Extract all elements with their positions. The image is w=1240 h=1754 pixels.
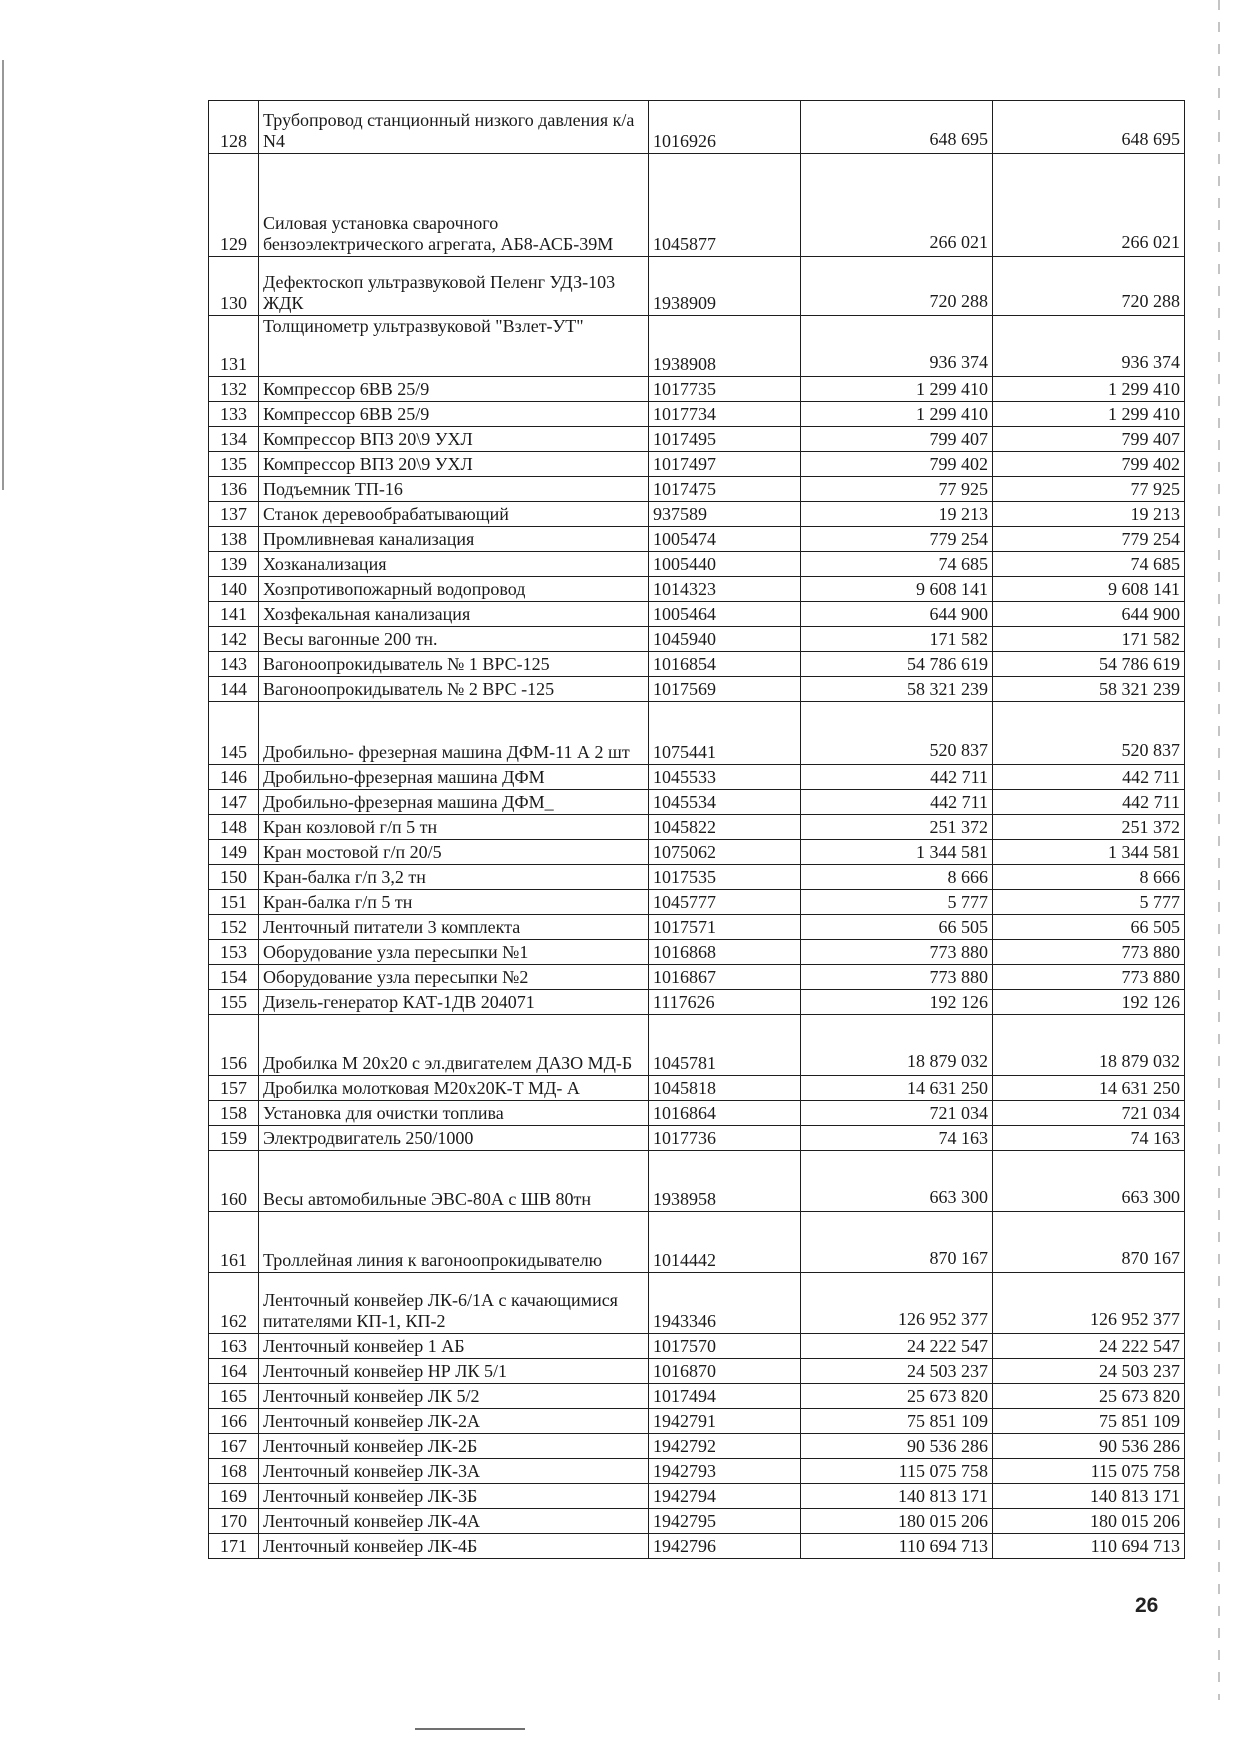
initial-value: 192 126: [801, 990, 993, 1015]
scan-artifact-bottom: [415, 1728, 525, 1730]
asset-name: Ленточный питатели 3 комплекта: [259, 915, 649, 940]
table-row: [209, 1384, 1185, 1409]
inventory-code: 1942795: [649, 1509, 801, 1534]
table-row: [209, 890, 1185, 915]
inventory-code: 1017734: [649, 402, 801, 427]
inventory-code: 1942791: [649, 1409, 801, 1434]
row-number: 141: [209, 602, 259, 627]
residual-value: 520 837: [993, 702, 1185, 765]
initial-value: 54 786 619: [801, 652, 993, 677]
row-number: 140: [209, 577, 259, 602]
residual-value: 9 608 141: [993, 577, 1185, 602]
inventory-code: 1017570: [649, 1334, 801, 1359]
table-row: [209, 1484, 1185, 1509]
residual-value: 442 711: [993, 765, 1185, 790]
residual-value: 25 673 820: [993, 1384, 1185, 1409]
residual-value: 1 299 410: [993, 402, 1185, 427]
row-number: 130: [209, 257, 259, 316]
initial-value: 1 299 410: [801, 377, 993, 402]
table-row: [209, 377, 1185, 402]
initial-value: 721 034: [801, 1101, 993, 1126]
asset-table-body: [209, 101, 1185, 1559]
row-number: 132: [209, 377, 259, 402]
initial-value: 110 694 713: [801, 1534, 993, 1559]
table-row: [209, 1434, 1185, 1459]
inventory-code: 1045533: [649, 765, 801, 790]
table-row: [209, 790, 1185, 815]
page-number: 26: [1135, 1594, 1159, 1617]
table-row: [209, 1212, 1185, 1273]
initial-value: 8 666: [801, 865, 993, 890]
asset-name: Компрессор 6ВВ 25/9: [259, 377, 649, 402]
asset-name: Хозфекальная канализация: [259, 602, 649, 627]
row-number: 135: [209, 452, 259, 477]
residual-value: 8 666: [993, 865, 1185, 890]
residual-value: 140 813 171: [993, 1484, 1185, 1509]
row-number: 139: [209, 552, 259, 577]
asset-name: Ленточный конвейер 1 АБ: [259, 1334, 649, 1359]
initial-value: 936 374: [801, 316, 993, 377]
row-number: 129: [209, 154, 259, 257]
asset-name: Оборудование узла пересыпки №1: [259, 940, 649, 965]
initial-value: 773 880: [801, 940, 993, 965]
inventory-code: 1005474: [649, 527, 801, 552]
row-number: 147: [209, 790, 259, 815]
residual-value: 799 407: [993, 427, 1185, 452]
asset-name: Дробильно-фрезерная машина ДФМ: [259, 765, 649, 790]
inventory-code: 1045818: [649, 1076, 801, 1101]
asset-name: Дробильно-фрезерная машина ДФМ_: [259, 790, 649, 815]
residual-value: 75 851 109: [993, 1409, 1185, 1434]
table-row: [209, 840, 1185, 865]
initial-value: 644 900: [801, 602, 993, 627]
table-row: [209, 552, 1185, 577]
asset-name: Ленточный конвейер ЛК-4А: [259, 1509, 649, 1534]
residual-value: 799 402: [993, 452, 1185, 477]
asset-name: Хозканализация: [259, 552, 649, 577]
asset-name: Весы автомобильные ЭВС-80А с ШВ 80тн: [259, 1151, 649, 1212]
residual-value: 663 300: [993, 1151, 1185, 1212]
inventory-code: 1016854: [649, 652, 801, 677]
row-number: 166: [209, 1409, 259, 1434]
table-row: [209, 1534, 1185, 1559]
row-number: 154: [209, 965, 259, 990]
row-number: 168: [209, 1459, 259, 1484]
residual-value: 773 880: [993, 965, 1185, 990]
initial-value: 520 837: [801, 702, 993, 765]
initial-value: 75 851 109: [801, 1409, 993, 1434]
asset-name: Ленточный конвейер ЛК-2А: [259, 1409, 649, 1434]
residual-value: 644 900: [993, 602, 1185, 627]
table-row: [209, 1359, 1185, 1384]
residual-value: 19 213: [993, 502, 1185, 527]
residual-value: 115 075 758: [993, 1459, 1185, 1484]
residual-value: 192 126: [993, 990, 1185, 1015]
row-number: 170: [209, 1509, 259, 1534]
row-number: 134: [209, 427, 259, 452]
asset-name: Кран козловой г/п 5 тн: [259, 815, 649, 840]
asset-name: Толщинометр ультразвуковой "Взлет-УТ": [259, 316, 649, 377]
initial-value: 74 685: [801, 552, 993, 577]
asset-name: Дефектоскоп ультразвуковой Пеленг УДЗ-103 ЖДК: [259, 257, 649, 316]
row-number: 142: [209, 627, 259, 652]
asset-name: Силовая установка сварочного бензоэлектрического агрегата, АБ8-АСБ-39М: [259, 154, 649, 257]
row-number: 148: [209, 815, 259, 840]
inventory-code: 1016867: [649, 965, 801, 990]
row-number: 143: [209, 652, 259, 677]
asset-name: Дизель-генератор КАТ-1ДВ 204071: [259, 990, 649, 1015]
table-row: [209, 677, 1185, 702]
row-number: 167: [209, 1434, 259, 1459]
asset-name: Дробилка М 20х20 с эл.двигателем ДАЗО МД-Б: [259, 1015, 649, 1076]
asset-name: Дробильно- фрезерная машина ДФМ-11 А 2 шт: [259, 702, 649, 765]
table-row: [209, 1409, 1185, 1434]
residual-value: 266 021: [993, 154, 1185, 257]
initial-value: 1 299 410: [801, 402, 993, 427]
initial-value: 25 673 820: [801, 1384, 993, 1409]
table-row: [209, 1126, 1185, 1151]
table-row: [209, 402, 1185, 427]
asset-name: Трубопровод станционный низкого давления к/а N4: [259, 101, 649, 154]
residual-value: 24 503 237: [993, 1359, 1185, 1384]
row-number: 163: [209, 1334, 259, 1359]
residual-value: 648 695: [993, 101, 1185, 154]
inventory-code: 1045781: [649, 1015, 801, 1076]
inventory-code: 1005440: [649, 552, 801, 577]
residual-value: 779 254: [993, 527, 1185, 552]
residual-value: 773 880: [993, 940, 1185, 965]
table-row: [209, 154, 1185, 257]
inventory-code: 1942796: [649, 1534, 801, 1559]
initial-value: 18 879 032: [801, 1015, 993, 1076]
row-number: 162: [209, 1273, 259, 1334]
initial-value: 180 015 206: [801, 1509, 993, 1534]
row-number: 133: [209, 402, 259, 427]
table-row: [209, 1509, 1185, 1534]
asset-name: Станок деревообрабатывающий: [259, 502, 649, 527]
inventory-code: 1938908: [649, 316, 801, 377]
initial-value: 442 711: [801, 790, 993, 815]
initial-value: 90 536 286: [801, 1434, 993, 1459]
asset-name: Ленточный конвейер ЛК-2Б: [259, 1434, 649, 1459]
inventory-code: 937589: [649, 502, 801, 527]
table-row: [209, 577, 1185, 602]
residual-value: 90 536 286: [993, 1434, 1185, 1459]
inventory-code: 1016864: [649, 1101, 801, 1126]
residual-value: 180 015 206: [993, 1509, 1185, 1534]
residual-value: 74 163: [993, 1126, 1185, 1151]
inventory-code: 1017736: [649, 1126, 801, 1151]
table-row: [209, 1076, 1185, 1101]
table-row: [209, 940, 1185, 965]
asset-name: Ленточный конвейер ЛК-3А: [259, 1459, 649, 1484]
residual-value: 77 925: [993, 477, 1185, 502]
residual-value: 58 321 239: [993, 677, 1185, 702]
asset-name: Подъемник ТП-16: [259, 477, 649, 502]
inventory-code: 1938909: [649, 257, 801, 316]
row-number: 164: [209, 1359, 259, 1384]
asset-name: Кран-балка г/п 3,2 тн: [259, 865, 649, 890]
initial-value: 171 582: [801, 627, 993, 652]
table-row: [209, 1273, 1185, 1334]
residual-value: 720 288: [993, 257, 1185, 316]
row-number: 128: [209, 101, 259, 154]
inventory-code: 1942793: [649, 1459, 801, 1484]
row-number: 160: [209, 1151, 259, 1212]
initial-value: 9 608 141: [801, 577, 993, 602]
row-number: 157: [209, 1076, 259, 1101]
inventory-code: 1942794: [649, 1484, 801, 1509]
asset-name: Дробилка молотковая М20х20К-Т МД- А: [259, 1076, 649, 1101]
inventory-code: 1005464: [649, 602, 801, 627]
asset-table: [208, 100, 1185, 1559]
initial-value: 115 075 758: [801, 1459, 993, 1484]
initial-value: 140 813 171: [801, 1484, 993, 1509]
residual-value: 5 777: [993, 890, 1185, 915]
residual-value: 442 711: [993, 790, 1185, 815]
inventory-code: 1938958: [649, 1151, 801, 1212]
asset-name: Ленточный конвейер ЛК 5/2: [259, 1384, 649, 1409]
inventory-code: 1075441: [649, 702, 801, 765]
table-row: [209, 602, 1185, 627]
row-number: 155: [209, 990, 259, 1015]
initial-value: 5 777: [801, 890, 993, 915]
table-row: [209, 427, 1185, 452]
row-number: 165: [209, 1384, 259, 1409]
asset-name: Ленточный конвейер ЛК-4Б: [259, 1534, 649, 1559]
table-row: [209, 257, 1185, 316]
residual-value: 251 372: [993, 815, 1185, 840]
table-row: [209, 527, 1185, 552]
inventory-code: 1016870: [649, 1359, 801, 1384]
table-row: [209, 915, 1185, 940]
table-row: [209, 1101, 1185, 1126]
residual-value: 171 582: [993, 627, 1185, 652]
asset-name: Промливневая канализация: [259, 527, 649, 552]
table-row: [209, 452, 1185, 477]
table-row: [209, 1334, 1185, 1359]
residual-value: 870 167: [993, 1212, 1185, 1273]
row-number: 151: [209, 890, 259, 915]
row-number: 144: [209, 677, 259, 702]
row-number: 145: [209, 702, 259, 765]
inventory-code: 1014442: [649, 1212, 801, 1273]
initial-value: 77 925: [801, 477, 993, 502]
residual-value: 74 685: [993, 552, 1185, 577]
residual-value: 110 694 713: [993, 1534, 1185, 1559]
inventory-code: 1045940: [649, 627, 801, 652]
initial-value: 266 021: [801, 154, 993, 257]
residual-value: 1 344 581: [993, 840, 1185, 865]
table-row: [209, 865, 1185, 890]
initial-value: 1 344 581: [801, 840, 993, 865]
initial-value: 870 167: [801, 1212, 993, 1273]
initial-value: 66 505: [801, 915, 993, 940]
inventory-code: 1045877: [649, 154, 801, 257]
inventory-code: 1075062: [649, 840, 801, 865]
residual-value: 936 374: [993, 316, 1185, 377]
residual-value: 1 299 410: [993, 377, 1185, 402]
asset-name: Кран-балка г/п 5 тн: [259, 890, 649, 915]
inventory-code: 1017735: [649, 377, 801, 402]
row-number: 149: [209, 840, 259, 865]
asset-name: Хозпротивопожарный водопровод: [259, 577, 649, 602]
inventory-code: 1017494: [649, 1384, 801, 1409]
residual-value: 14 631 250: [993, 1076, 1185, 1101]
initial-value: 14 631 250: [801, 1076, 993, 1101]
table-row: [209, 1459, 1185, 1484]
residual-value: 721 034: [993, 1101, 1185, 1126]
table-row: [209, 477, 1185, 502]
row-number: 171: [209, 1534, 259, 1559]
initial-value: 24 222 547: [801, 1334, 993, 1359]
initial-value: 126 952 377: [801, 1273, 993, 1334]
initial-value: 74 163: [801, 1126, 993, 1151]
inventory-code: 1014323: [649, 577, 801, 602]
row-number: 153: [209, 940, 259, 965]
initial-value: 24 503 237: [801, 1359, 993, 1384]
asset-name: Троллейная линия к вагоноопрокидывателю: [259, 1212, 649, 1273]
residual-value: 18 879 032: [993, 1015, 1185, 1076]
initial-value: 773 880: [801, 965, 993, 990]
row-number: 169: [209, 1484, 259, 1509]
table-row: [209, 652, 1185, 677]
asset-name: Ленточный конвейер ЛК-6/1А с качающимися питателями КП-1, КП-2: [259, 1273, 649, 1334]
asset-name: Вагоноопрокидыватель № 1 ВРС-125: [259, 652, 649, 677]
inventory-code: 1942792: [649, 1434, 801, 1459]
scan-artifact-right: [1218, 0, 1220, 1700]
asset-name: Кран мостовой г/п 20/5: [259, 840, 649, 865]
inventory-code: 1016926: [649, 101, 801, 154]
initial-value: 19 213: [801, 502, 993, 527]
initial-value: 663 300: [801, 1151, 993, 1212]
row-number: 158: [209, 1101, 259, 1126]
initial-value: 648 695: [801, 101, 993, 154]
inventory-code: 1017571: [649, 915, 801, 940]
initial-value: 251 372: [801, 815, 993, 840]
table-row: [209, 702, 1185, 765]
row-number: 136: [209, 477, 259, 502]
inventory-code: 1017497: [649, 452, 801, 477]
initial-value: 799 402: [801, 452, 993, 477]
table-row: [209, 1015, 1185, 1076]
table-row: [209, 815, 1185, 840]
initial-value: 779 254: [801, 527, 993, 552]
inventory-code: 1045534: [649, 790, 801, 815]
inventory-code: 1017535: [649, 865, 801, 890]
asset-name: Весы вагонные 200 тн.: [259, 627, 649, 652]
table-row: [209, 765, 1185, 790]
residual-value: 126 952 377: [993, 1273, 1185, 1334]
table-row: [209, 316, 1185, 377]
row-number: 131: [209, 316, 259, 377]
asset-name: Ленточный конвейер ЛК-3Б: [259, 1484, 649, 1509]
asset-name: Установка для очистки топлива: [259, 1101, 649, 1126]
row-number: 150: [209, 865, 259, 890]
table-row: [209, 965, 1185, 990]
inventory-code: 1045822: [649, 815, 801, 840]
asset-name: Компрессор ВПЗ 20\9 УХЛ: [259, 452, 649, 477]
asset-name: Ленточный конвейер НР ЛК 5/1: [259, 1359, 649, 1384]
initial-value: 799 407: [801, 427, 993, 452]
table-row: [209, 990, 1185, 1015]
inventory-code: 1017569: [649, 677, 801, 702]
row-number: 138: [209, 527, 259, 552]
row-number: 159: [209, 1126, 259, 1151]
row-number: 152: [209, 915, 259, 940]
row-number: 137: [209, 502, 259, 527]
asset-name: Оборудование узла пересыпки №2: [259, 965, 649, 990]
table-row: [209, 627, 1185, 652]
asset-name: Компрессор 6ВВ 25/9: [259, 402, 649, 427]
initial-value: 442 711: [801, 765, 993, 790]
row-number: 161: [209, 1212, 259, 1273]
inventory-code: 1117626: [649, 990, 801, 1015]
residual-value: 24 222 547: [993, 1334, 1185, 1359]
table-row: [209, 502, 1185, 527]
asset-name: Вагоноопрокидыватель № 2 ВРС -125: [259, 677, 649, 702]
residual-value: 54 786 619: [993, 652, 1185, 677]
table-row: [209, 1151, 1185, 1212]
inventory-code: 1017475: [649, 477, 801, 502]
inventory-code: 1016868: [649, 940, 801, 965]
initial-value: 58 321 239: [801, 677, 993, 702]
asset-name: Электродвигатель 250/1000: [259, 1126, 649, 1151]
inventory-code: 1045777: [649, 890, 801, 915]
table-row: [209, 101, 1185, 154]
row-number: 156: [209, 1015, 259, 1076]
scan-artifact-left: [2, 60, 4, 490]
row-number: 146: [209, 765, 259, 790]
residual-value: 66 505: [993, 915, 1185, 940]
initial-value: 720 288: [801, 257, 993, 316]
asset-name: Компрессор ВПЗ 20\9 УХЛ: [259, 427, 649, 452]
inventory-code: 1017495: [649, 427, 801, 452]
inventory-code: 1943346: [649, 1273, 801, 1334]
